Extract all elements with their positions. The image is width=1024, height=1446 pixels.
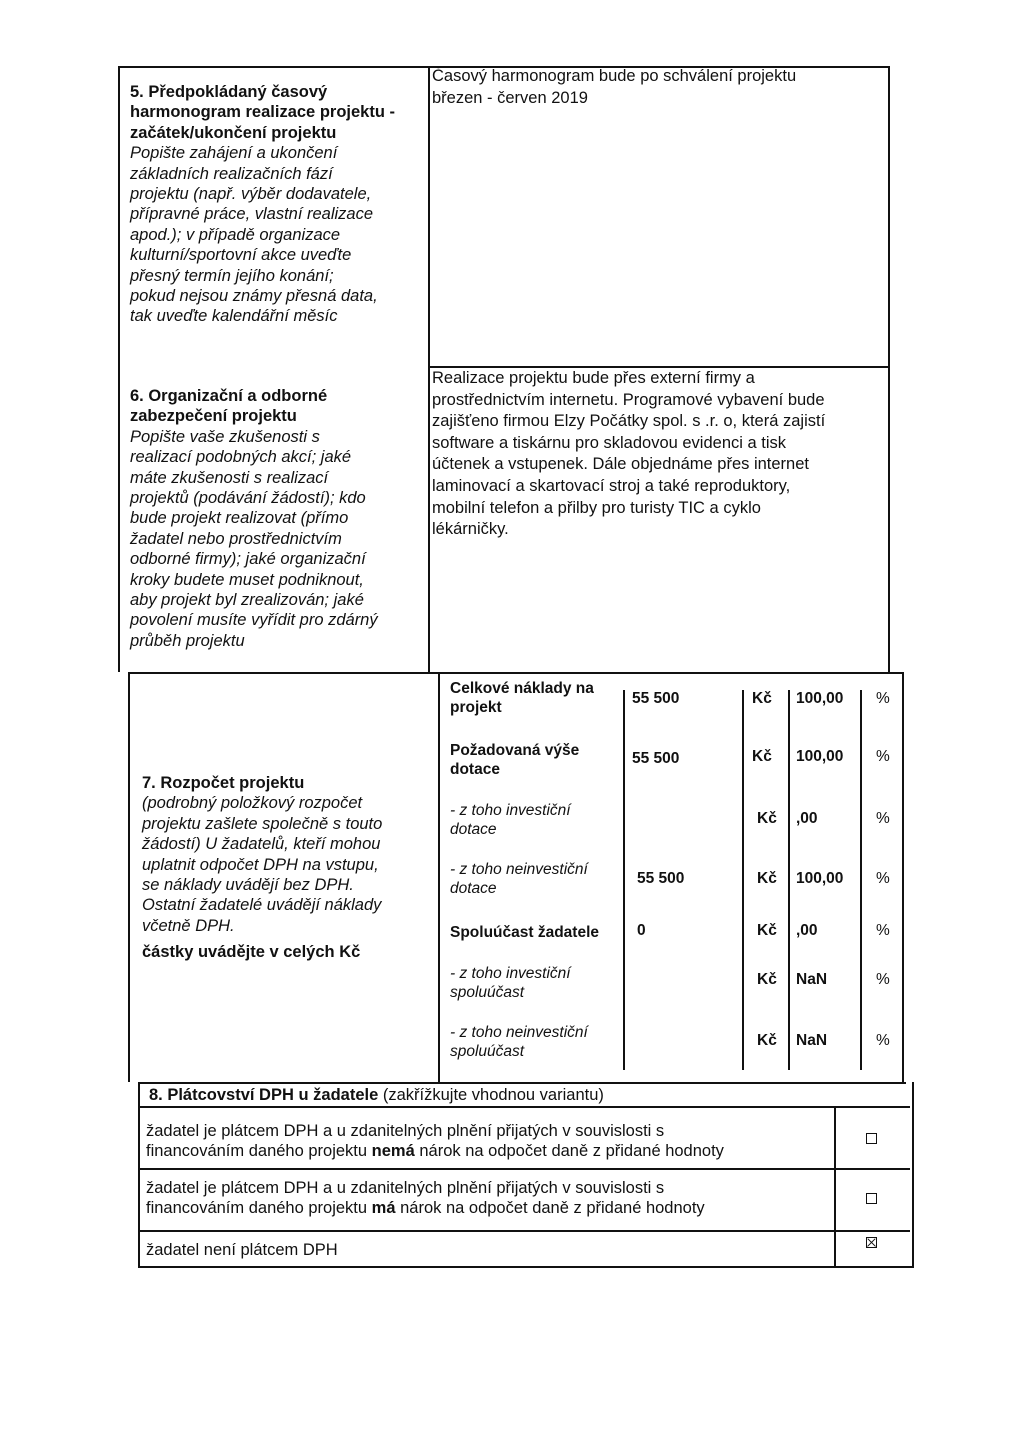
budget-top-border <box>128 672 904 674</box>
budget-col-percent <box>788 690 790 1070</box>
budget-row-label: - z toho investiční dotace <box>450 802 571 838</box>
section7-description: (podrobný položkový rozpočet projektu zašlete společně s touto žádostí) U žadatelů, kteří mohou uplatnit odpočet DPH na vstupu, se náklady uvádějí bez DPH. Ostatní žadatelé uvádějí náklady včetně DPH. <box>142 794 383 935</box>
section8-heading <box>149 1085 604 1105</box>
table-left-border <box>118 66 120 672</box>
budget-right-border <box>902 672 904 1082</box>
vat-left-border <box>138 1082 140 1268</box>
section5-description: Popište zahájení a ukončení základních realizačních fází projektu (např. výběr dodavatele, přípravné práce, vlastní realizace apod.); v případě organizace kulturní/sportovní akce uveďte přesný termín jejího konání; pokud nejsou známy přesná data, tak uveďte kalendářní měsíc <box>130 144 378 326</box>
vat-option-text-part: nárok na odpočet daně z přidané hodnoty <box>414 1142 724 1160</box>
budget-row-label: Spoluúčast žadatele <box>450 924 600 941</box>
section7-note: částky uvádějte v celých Kč <box>142 943 361 962</box>
vat-option-text <box>146 1121 836 1161</box>
budget-row-label: - z toho neinvestiční spoluúčast <box>450 1024 588 1060</box>
budget-col-pctsign <box>860 690 862 1070</box>
budget-row-pct-sign: % <box>876 810 890 827</box>
budget-row-pct-sign: % <box>876 870 890 887</box>
budget-row-currency: Kč <box>757 870 777 887</box>
budget-col-currency <box>742 690 744 1070</box>
vat-option-text-part: nárok na odpočet daně z přidané hodnoty <box>395 1199 705 1217</box>
budget-col-amount <box>623 690 625 1070</box>
vat-row-divider <box>138 1230 910 1232</box>
section6-response: Realizace projektu bude přes externí firmy a prostřednictvím internetu. Programové vybavení bude zajišťeno firmou Elzy Počátky spol. s .r. o, která zajistí software a tiskárnu pro skladovou evidenci a tisk účtenek a vstupenek. Dále objednáme přes internet laminovací a skartovací stroj a také reproduktory, mobilní telefon a přilby pro turisty TIC a cyklo lékárničky. <box>432 369 826 539</box>
budget-row-pct-sign: % <box>876 971 890 988</box>
vat-option-checkbox-checked[interactable] <box>866 1237 877 1248</box>
budget-row-pct-sign: % <box>876 748 890 765</box>
budget-row-amount: 55 500 <box>637 870 685 887</box>
vat-row-divider <box>138 1106 910 1108</box>
vat-option-text-part: žadatel je plátcem DPH a u zdanitelných plnění přijatých v souvislosti s financováním daného projektu <box>146 1179 665 1217</box>
budget-row-percent: 100,00 <box>796 690 844 707</box>
vat-option-text-bold: má <box>371 1199 396 1217</box>
budget-row-amount: 55 500 <box>632 690 680 707</box>
budget-row-label: Celkové náklady na projekt <box>450 680 594 716</box>
vat-row-divider <box>138 1168 910 1170</box>
section8-heading-rest: (zakřížkujte vhodnou variantu) <box>378 1086 604 1104</box>
section5-response: Časový harmonogram bude po schválení projektu březen - červen 2019 <box>432 67 797 107</box>
budget-row-percent: NaN <box>796 1032 828 1049</box>
budget-row-pct-sign: % <box>876 1032 890 1049</box>
section6-heading: 6. Organizační a odborné zabezpečení projektu <box>130 387 328 426</box>
budget-label-border <box>438 672 440 1082</box>
budget-left-border <box>128 672 130 1082</box>
table-right-border <box>888 66 890 672</box>
budget-row-percent: ,00 <box>796 922 818 939</box>
table-mid-border <box>428 66 430 672</box>
vat-option-text-part: žadatel je plátcem DPH a u zdanitelných plnění přijatých v souvislosti s financováním daného projektu <box>146 1122 665 1160</box>
budget-row-amount: 55 500 <box>632 750 680 767</box>
section7-heading: 7. Rozpočet projektu <box>142 774 305 792</box>
section8-heading-bold: 8. Plátcovství DPH u žadatele <box>149 1086 379 1104</box>
vat-option-checkbox[interactable] <box>866 1193 877 1204</box>
section5-heading: 5. Předpokládaný časový harmonogram realizace projektu - začátek/ukončení projektu <box>130 83 395 142</box>
budget-row-percent: ,00 <box>796 810 818 827</box>
vat-option-text-bold: nemá <box>371 1142 415 1160</box>
vat-bottom-border <box>138 1266 912 1268</box>
budget-row-pct-sign: % <box>876 922 890 939</box>
budget-row-percent: NaN <box>796 971 828 988</box>
budget-row-amount: 0 <box>637 922 646 939</box>
budget-row-currency: Kč <box>757 810 777 827</box>
budget-row-currency: Kč <box>757 1032 777 1049</box>
vat-option-checkbox[interactable] <box>866 1133 877 1144</box>
vat-right-border <box>912 1082 914 1268</box>
vat-option-text <box>146 1178 836 1218</box>
vat-option-text <box>146 1240 836 1260</box>
section7-label <box>142 773 436 963</box>
budget-row-percent: 100,00 <box>796 870 844 887</box>
section6-label <box>130 386 425 651</box>
budget-row-currency: Kč <box>752 690 772 707</box>
budget-row-label: Požadovaná výše dotace <box>450 742 580 778</box>
budget-row-currency: Kč <box>757 922 777 939</box>
budget-row-currency: Kč <box>752 748 772 765</box>
vat-option-text-part: žadatel není plátcem DPH <box>146 1241 338 1259</box>
budget-row-percent: 100,00 <box>796 748 844 765</box>
budget-row-label: - z toho neinvestiční dotace <box>450 861 588 897</box>
vat-top-border <box>138 1082 906 1084</box>
budget-row-label: - z toho investiční spoluúčast <box>450 965 571 1001</box>
section6-description: Popište vaše zkušenosti s realizací podobných akcí; jaké máte zkušenosti s realizací projektů (podávání žádostí); kdo bude projekt realizovat (přímo žadatel nebo prostřednictvím odborné firmy); jaké organizační kroky budete muset podniknout, aby projekt byl zrealizován; jaké povolení musíte vyřídit pro zdárný průběh projektu <box>130 427 378 650</box>
budget-row-pct-sign: % <box>876 690 890 707</box>
section5-label <box>130 82 425 327</box>
budget-row-currency: Kč <box>757 971 777 988</box>
